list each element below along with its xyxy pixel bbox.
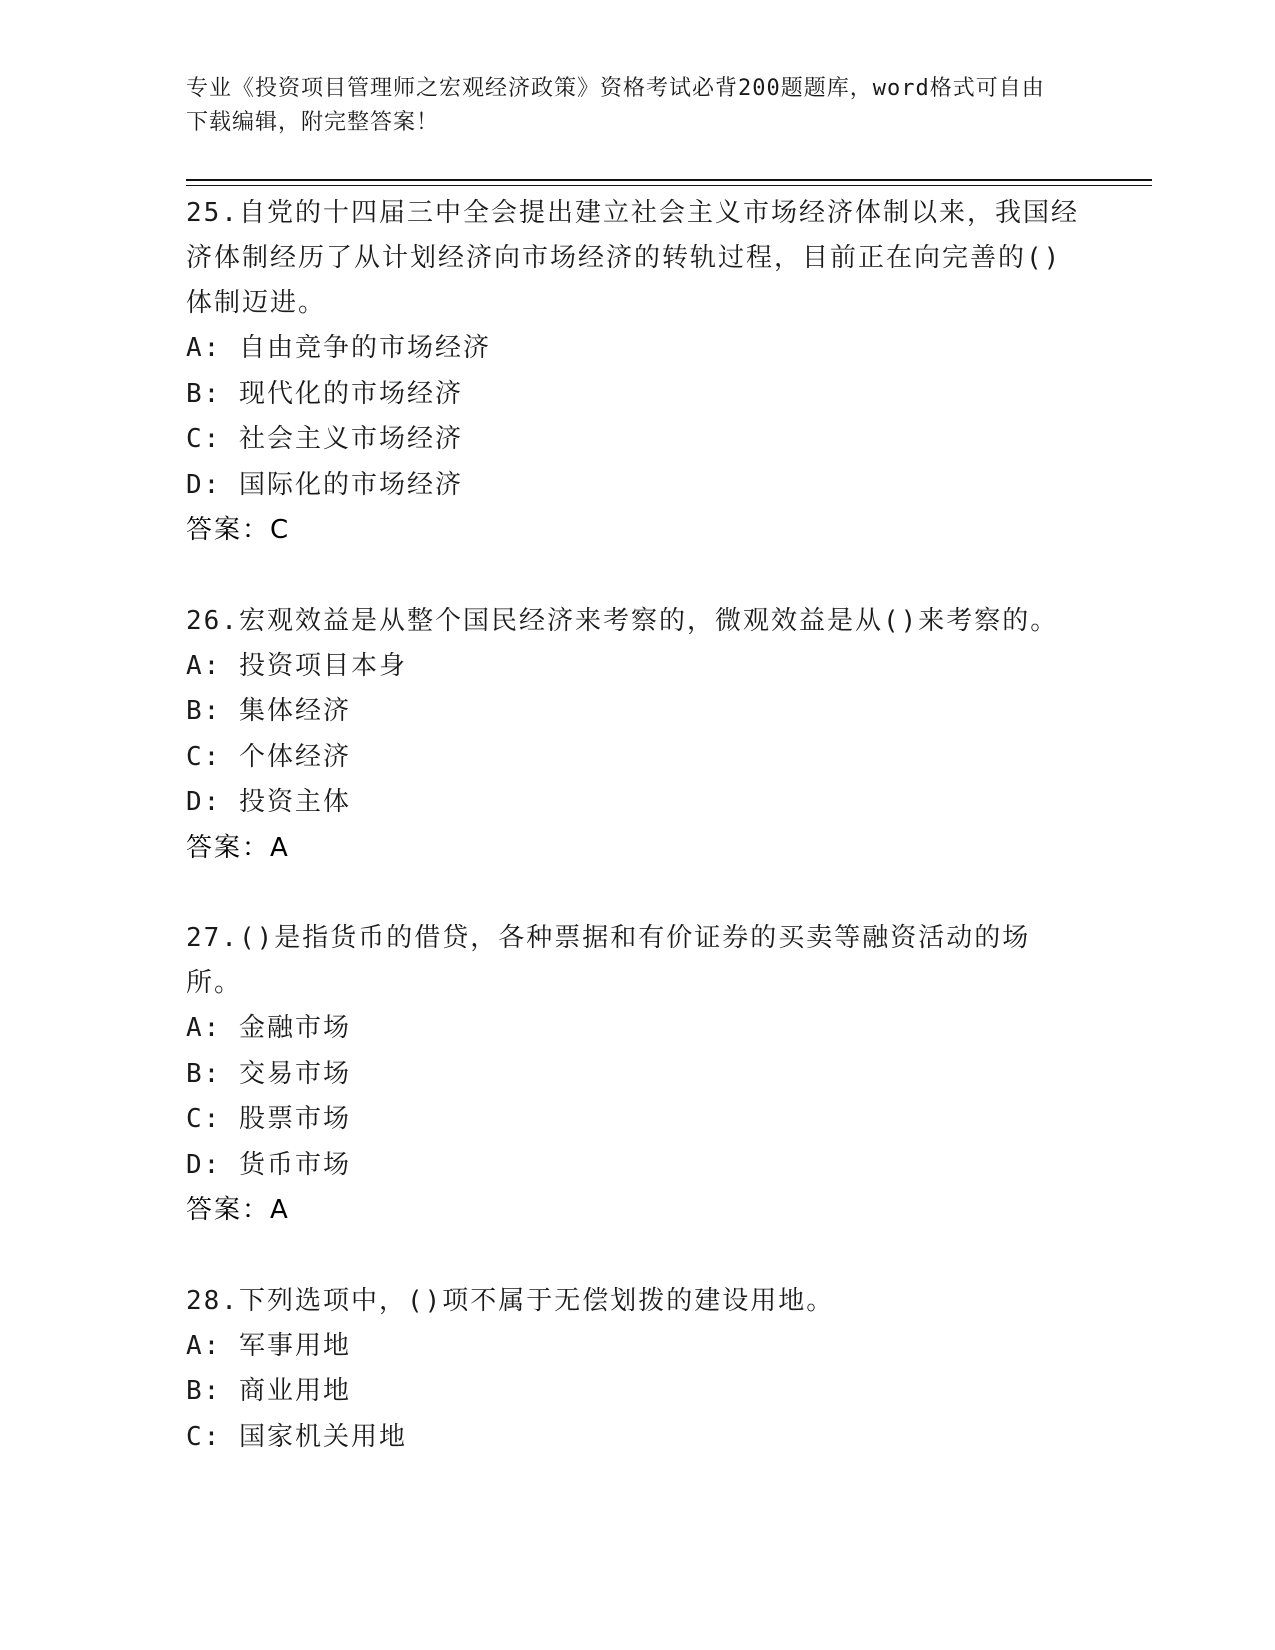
option-a: A: 金融市场	[186, 1013, 351, 1043]
question-27	[186, 916, 1086, 1234]
question-stem: 28.下列选项中，()项不属于无偿划拨的建设用地。	[186, 1285, 835, 1316]
option-a: A: 自由竞争的市场经济	[186, 333, 491, 363]
question-stem: 25.自党的十四届三中全会提出建立社会主义市场经济体制以来，我国经济体制经历了从计划经济向市场经济的转轨过程，目前正在向完善的()体制迈进。	[186, 198, 1079, 318]
question-stem: 27.()是指货币的借贷，各种票据和有价证券的买卖等融资活动的场所。	[186, 923, 1031, 998]
header-rule-thin	[186, 185, 1152, 186]
spacer	[186, 871, 1086, 916]
option-a: A: 军事用地	[186, 1330, 351, 1361]
question-25	[186, 191, 1086, 554]
option-d: D: 投资主体	[186, 787, 351, 817]
document-title: 专业《投资项目管理师之宏观经济政策》资格考试必背200题题库，word格式可自由下载编辑，附完整答案！	[186, 76, 1045, 135]
option-d: D: 国际化的市场经济	[186, 469, 463, 500]
spacer	[186, 554, 1086, 599]
answer-line: 答案：C	[186, 515, 291, 545]
question-stem: 26.宏观效益是从整个国民经济来考察的，微观效益是从()来考察的。	[186, 605, 1059, 636]
option-b: B: 现代化的市场经济	[186, 378, 463, 409]
document-header	[186, 72, 1066, 140]
option-c: C: 国家机关用地	[186, 1421, 407, 1452]
answer-line: 答案：A	[186, 832, 290, 863]
question-28	[186, 1279, 1086, 1461]
spacer	[186, 1234, 1086, 1279]
option-a: A: 投资项目本身	[186, 650, 407, 681]
option-b: B: 商业用地	[186, 1376, 351, 1406]
option-c: C: 社会主义市场经济	[186, 424, 463, 454]
option-c: C: 股票市场	[186, 1104, 351, 1134]
option-b: B: 集体经济	[186, 696, 351, 726]
question-list	[186, 191, 1086, 1460]
question-26	[186, 599, 1086, 872]
answer-line: 答案：A	[186, 1195, 290, 1225]
option-d: D: 货币市场	[186, 1149, 351, 1180]
option-c: C: 个体经济	[186, 741, 351, 772]
header-rule-thick	[186, 179, 1152, 181]
option-b: B: 交易市场	[186, 1058, 351, 1089]
